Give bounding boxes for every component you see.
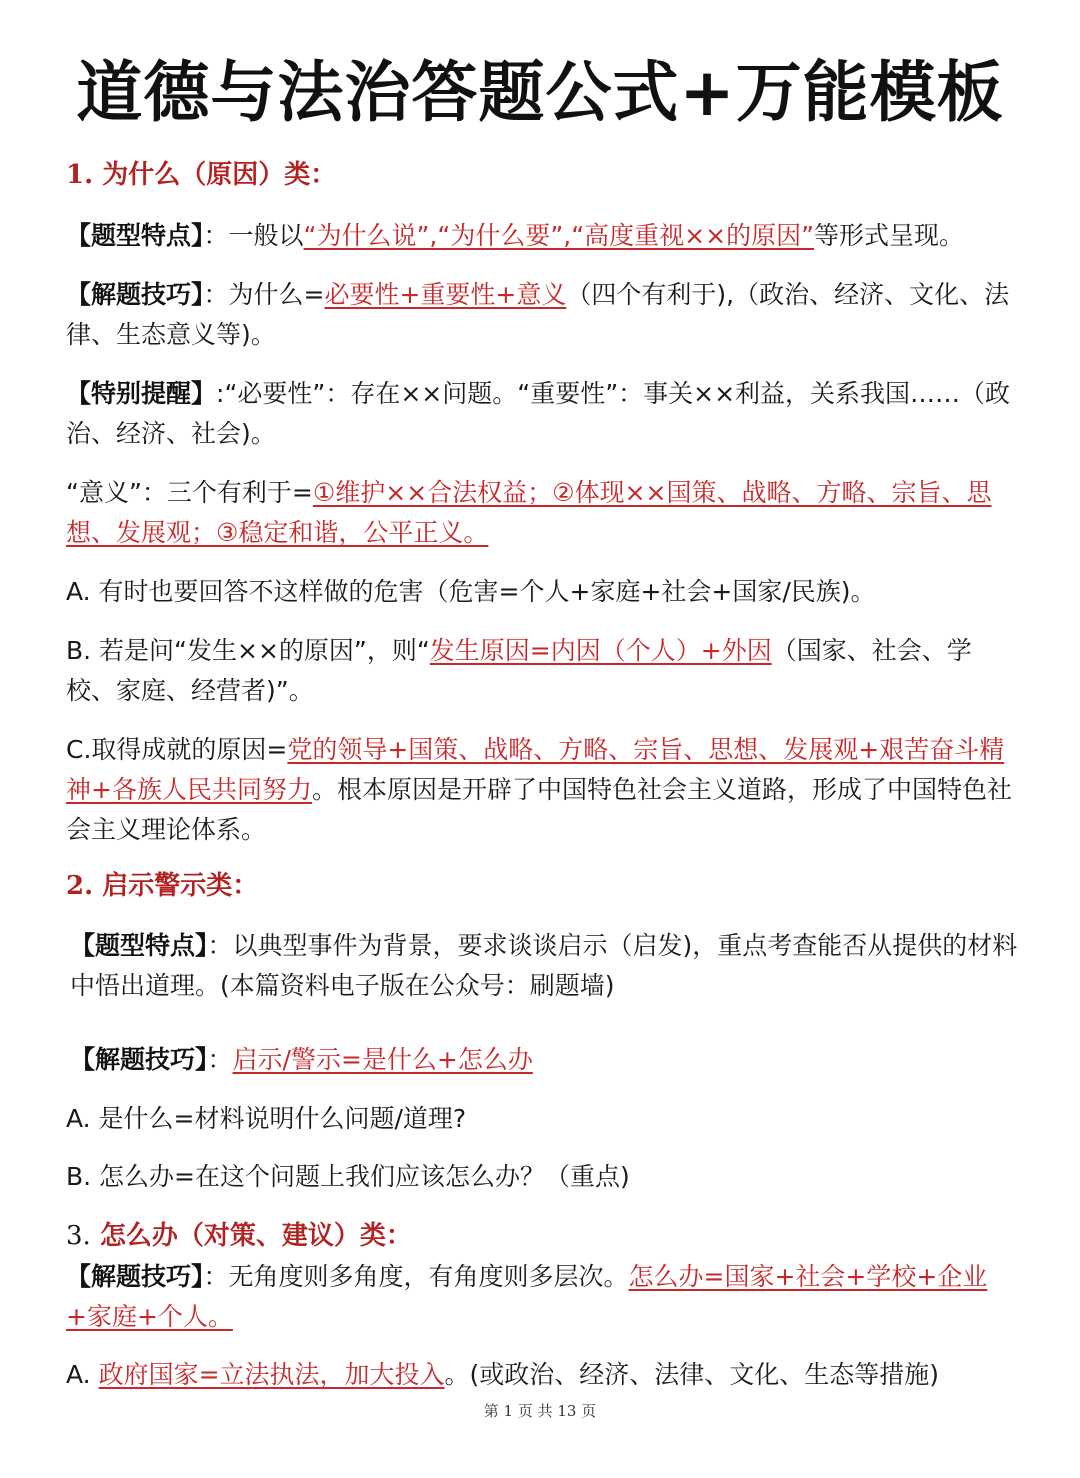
section-1-title: 为什么（原因）类：	[102, 160, 337, 190]
highlight: 党的领导+国策、战略、方略、宗旨、思想、发展观+艰苦奋斗精神+各族人民共同努力	[66, 735, 1005, 804]
s1-point-b: B. 若是问“发生××的原因”，则“发生原因=内因（个人）+外因（国家、社会、学校、家庭、经营者)”。	[66, 636, 972, 705]
section-2-heading	[66, 866, 258, 906]
highlight: 发生原因=内因（个人）+外因	[429, 636, 772, 665]
highlight: 政府国家=立法执法，加大投入	[98, 1360, 445, 1389]
highlight: ①维护××合法权益；②体现××国策、战略、方略、宗旨、思想、发展观；③稳定和谐，公平正义。	[66, 478, 992, 547]
section-2-title: 启示警示类：	[102, 871, 259, 901]
section-3-heading	[66, 1216, 412, 1256]
s1-solving-skills: 【解题技巧】：为什么=必要性+重要性+意义（四个有利于),（政治、经济、文化、法律、生态意义等)。	[66, 280, 1010, 349]
s1-meaning: “意义”：三个有利于=①维护××合法权益；②体现××国策、战略、方略、宗旨、思想、发展观；③稳定和谐，公平正义。	[66, 478, 992, 547]
label: 【题型特点】	[70, 931, 208, 960]
s3-point-a: A. 政府国家=立法执法，加大投入。(或政治、经济、法律、文化、生态等措施)	[66, 1360, 940, 1389]
s2-point-b: B. 怎么办=在这个问题上我们应该怎么办？（重点)	[66, 1162, 630, 1191]
highlight: 怎么办=国家+社会+学校+企业+家庭+个人。	[66, 1262, 988, 1331]
s2-point-a: A. 是什么=材料说明什么问题/道理?	[66, 1104, 467, 1133]
s1-point-a: A. 有时也要回答不这样做的危害（危害=个人+家庭+社会+国家/民族)。	[66, 577, 876, 606]
highlight: 必要性+重要性+意义	[324, 280, 567, 309]
label: 【特别提醒】	[66, 379, 217, 408]
s1-question-features: 【题型特点】：一般以“为什么说”,“为什么要”,“高度重视××的原因”等形式呈现。	[66, 221, 965, 250]
section-3-number: 3.	[66, 1221, 91, 1251]
section-1-heading	[66, 155, 336, 195]
s1-special-reminder: 【特别提醒】:“必要性”：存在××问题。“重要性”：事关××利益，关系我国……（政治、经济、社会)。	[66, 379, 1011, 448]
highlight: 启示/警示=是什么+怎么办	[232, 1045, 533, 1074]
section-2-number: 2.	[66, 871, 94, 901]
label: 【解题技巧】	[70, 1045, 208, 1074]
label: 【解题技巧】	[66, 1262, 204, 1291]
label: 【解题技巧】	[66, 280, 204, 309]
highlight: “为什么说”,“为什么要”,“高度重视××的原因”	[303, 221, 815, 250]
s3-solving-skills: 【解题技巧】：无角度则多角度，有角度则多层次。怎么办=国家+社会+学校+企业+家庭+个人。	[66, 1262, 988, 1331]
s2-question-features: 【题型特点】：以典型事件为背景，要求谈谈启示（启发)，重点考查能否从提供的材料中悟出道理。(本篇资料电子版在公众号：刷题墙)	[70, 931, 1018, 1000]
label: 【题型特点】	[66, 221, 204, 250]
page-footer: 第 1 页 共 13 页	[483, 1402, 597, 1420]
s2-solving-skills: 【解题技巧】：启示/警示=是什么+怎么办	[70, 1045, 533, 1074]
page-title: 道德与法治答题公式+万能模板	[76, 54, 1004, 131]
section-3-title: 怎么办（对策、建议）类：	[99, 1221, 412, 1251]
section-1-number: 1.	[66, 160, 94, 190]
s1-point-c: C.取得成就的原因=党的领导+国策、战略、方略、宗旨、思想、发展观+艰苦奋斗精神+各族人民共同努力。根本原因是开辟了中国特色社会主义道路，形成了中国特色社会主义理论体系。	[66, 735, 1012, 844]
